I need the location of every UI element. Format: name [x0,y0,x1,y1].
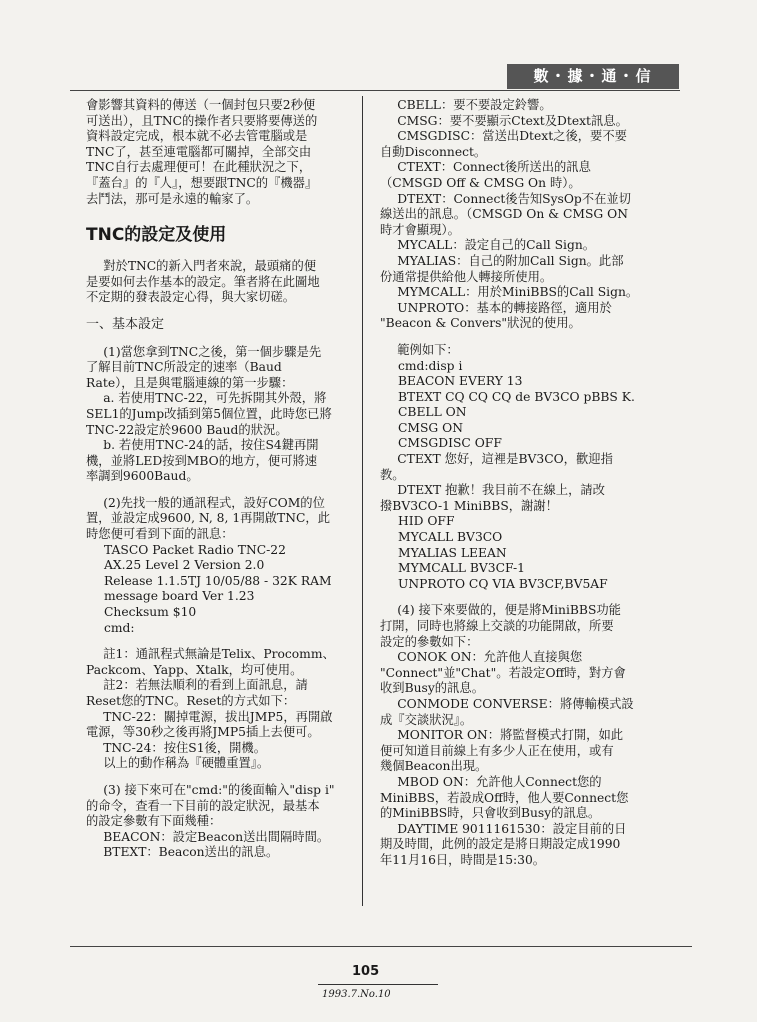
example-settings-block: cmd:disp i BEACON EVERY 13 BTEXT CQ CQ CQ de BV3CO pBBS K. CBELL ON CMSG ON CMSGDISC OFF [398,358,635,451]
example-dtext: DTEXT 抱歉！我目前不在線上，請改 撥BV3CO-1 MiniBBS，謝謝！ [380,483,605,513]
example-settings-block-2: HID OFF MYCALL BV3CO MYALIAS LEEAN MYMCALL BV3CF-1 UNPROTO CQ VIA BV3CF,BV5AF [398,514,608,591]
ctext-definition: CTEXT：Connect後所送出的訊息 （CMSGD Off & CMSG On 時）。 [380,160,591,190]
beacon-definition: BEACON：設定Beacon送出間隔時間。 [103,829,330,844]
section-title: TNC的設定及使用 [86,225,227,246]
mymcall-definition: MYMCALL：用於MiniBBS的Call Sign。 [397,285,639,300]
boot-message-block: TASCO Packet Radio TNC-22 AX.25 Level 2 Version 2.0 Release 1.1.5TJ 10/05/88 - 32K RAM message board Ver 1.23 Checksum $10 cmd: [104,542,332,635]
issue-info: 1993.7.No.10 [322,989,391,1000]
daytime-definition: DAYTIME 9011161530：設定目前的日 期及時間，此例的設定是將日期設定成1990 年11月16日，時間是15:30。 [380,821,627,867]
step-2: (2)先找一般的通訊程式，設好COM的位 置，並設定成9600, N, 8, 1再開啟TNC，此 時您便可看到下面的訊息： [86,495,331,542]
cbell-definition: CBELL：要不要設定鈴響。 [397,98,552,112]
dtext-definition: DTEXT：Connect後告知SysOp不在並切 線送出的訊息。（CMSGD On & CMSG ON 時才會顯現）。 [380,191,631,237]
btext-definition: BTEXT：Beacon送出的訊息。 [103,845,279,860]
note-2: 註2：若無法順利的看到上面訊息，請 Reset您的TNC。Reset的方式如下： [86,678,308,708]
subsection-title: 一、基本設定 [86,316,165,332]
conmode-definition: CONMODE CONVERSE：將傳輸模式設 成『交談狀況』。 [380,696,634,727]
cmsgdisc-definition: CMSGDISC：當送出Dtext之後，要不要 自動Disconnect。 [380,129,627,159]
step-4: (4) 接下來要做的，便是將MiniBBS功能 打開，同時也將線上交談的功能開啟，所要 設定的參數如下： [380,603,621,649]
intro-paragraph: 會影響其資料的傳送（一個封包只要2秒便 可送出），且TNC的操作者只要將要傳送的 資料設定完成，根本就不必去管電腦或是 TNC了，甚至連電腦都可關掉，全部交由 TNC自行去處理便可！在此種狀況之下， 『蓋台』的『人』，想要跟TNC的『機器』 去鬥法，那可是永遠的輸家了。 [86,98,318,206]
note-1: 註1：通訊程式無論是Telix、Procomm、 Packcom、Yapp、Xtalk，均可使用。 [86,647,335,677]
left-column [86,98,346,861]
step-1b: b. 若使用TNC-24的話，按住S4鍵再開 機，並將LED按到MBO的地方，便可將速 率調到9600Baud。 [86,438,319,484]
example-heading: 範例如下： [397,342,459,357]
page-number: 105 [352,964,380,979]
right-column [380,98,640,869]
column-divider [362,96,363,906]
myalias-definition: MYALIAS：自己的附加Call Sign。此部 份通常提供給他人轉接所使用。 [380,253,624,284]
cmsg-definition: CMSG：要不要顯示Ctext及Dtext訊息。 [397,113,628,128]
section-header-tab: 數・據・通・信 [507,64,679,89]
page-number-rule [318,984,438,985]
monitor-definition: MONITOR ON：將監督模式打開，如此 便可知道目前線上有多少人正在使用，或有 幾個Beacon出現。 [380,728,624,774]
mycall-definition: MYCALL：設定自己的Call Sign。 [397,238,596,253]
reset-tnc22: TNC-22：關掉電源，拔出JMP5，再開啟 電源，等30秒之後再將JMP5插上去便可。 [86,709,333,740]
footer-rule [70,946,692,947]
header-rule [70,90,680,91]
step-1: (1)當您拿到TNC之後，第一個步驟是先 了解目前TNC所設定的速率（Baud Rate），且是與電腦連線的第一步驟： [86,344,322,390]
mbod-definition: MBOD ON：允許他人Connect您的 MiniBBS，若設成Off時，他人要Connect您 的MiniBBS時，只會收到Busy的訊息。 [380,774,629,821]
example-ctext: CTEXT 您好，這裡是BV3CO，歡迎指 教。 [380,452,613,482]
step-3: (3) 接下來可在"cmd:"的後面輸入"disp i" 的命令，查看一下目前的設定狀況，最基本 的設定參數有下面幾種： [86,782,335,829]
hardware-reset-note: 以上的動作稱為『硬體重置』。 [103,756,270,771]
section-intro: 對於TNC的新入門者來說，最頭痛的便 是要如何去作基本的設定。筆者將在此圖地 不定期的發表設定心得，與大家切磋。 [86,259,320,305]
reset-tnc24: TNC-24：按住S1後，開機。 [103,740,267,755]
conok-definition: CONOK ON：允許他人直接與您 "Connect"並"Chat"。若設定Off時，對方會 收到Busy的訊息。 [380,650,626,696]
step-1a: a. 若使用TNC-22，可先拆開其外殼，將 SEL1的Jump改插到第5個位置，此時您已將 TNC-22設定於9600 Baud的狀況。 [86,391,332,437]
unproto-definition: UNPROTO：基本的轉接路徑，適用於 "Beacon & Convers"狀況的使用。 [380,300,612,331]
